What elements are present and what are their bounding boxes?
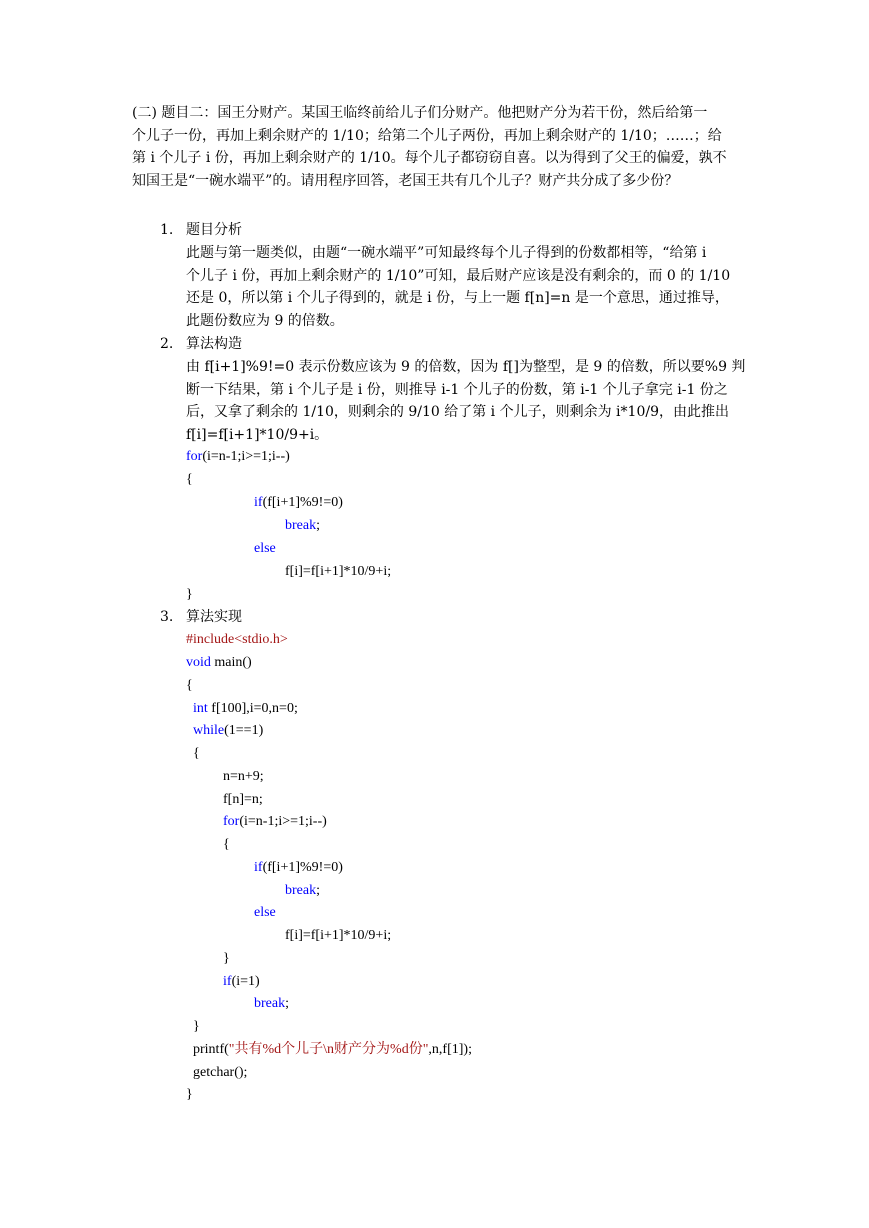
code-keyword: void	[186, 655, 211, 670]
code-text: ,n,f[1]);	[428, 1042, 472, 1057]
section-number: 3.	[160, 609, 174, 625]
code-text: ;	[316, 518, 320, 533]
section-heading-analysis	[160, 219, 242, 242]
code-string: "共有%d个儿子\n财产分为%d份"	[228, 1042, 429, 1057]
code-line-assign: f[i]=f[i+1]*10/9+i;	[285, 928, 392, 943]
code-line-break	[254, 993, 289, 1016]
code-line-else	[254, 902, 276, 925]
code-line-brace: {	[186, 678, 193, 693]
problem-statement	[132, 102, 738, 192]
section-heading-implementation	[160, 606, 242, 629]
code-header: <stdio.h>	[234, 632, 288, 647]
section-number: 1.	[160, 222, 174, 238]
algorithm-text	[186, 356, 746, 446]
analysis-text	[186, 242, 738, 332]
section-title: 算法构造	[186, 336, 242, 352]
code-line-break	[285, 515, 320, 538]
code-line-if	[254, 492, 343, 515]
algorithm-line: 断一下结果，第 i 个儿子是 i 份，则推导 i-1 个儿子的份数，第 i-1 个儿子拿完 i-1 份之	[186, 381, 728, 398]
code-line-if-check	[223, 971, 260, 994]
code-keyword: break	[285, 518, 317, 533]
analysis-line: 此题份数应为 9 的倍数。	[186, 312, 344, 329]
code-line-brace: }	[186, 587, 193, 602]
analysis-line: 还是 0，所以第 i 个儿子得到的，就是 i 份，与上一题 f[n]=n 是一个意思，通过推导，	[186, 290, 729, 307]
code-text: ;	[316, 883, 320, 898]
analysis-line: 此题与第一题类似，由题“一碗水端平”可知最终每个儿子得到的份数都相等，“给第 i	[186, 245, 707, 261]
code-text: (f[i+1]%9!=0)	[262, 860, 343, 875]
code-keyword: break	[285, 883, 317, 898]
code-text: (f[i+1]%9!=0)	[262, 495, 343, 510]
problem-line: 知国王是“一碗水端平”的。请用程序回答，老国王共有几个儿子？财产共分成了多少份？	[132, 172, 679, 189]
problem-line: (二) 题目二：国王分财产。某国王临终前给儿子们分财产。他把财产分为若干份，然后给第一	[132, 105, 708, 121]
code-text: ;	[285, 996, 289, 1011]
code-keyword: break	[254, 996, 286, 1011]
code-keyword: for	[223, 814, 240, 829]
code-line-brace: {	[193, 746, 200, 761]
code-text: main()	[210, 655, 252, 670]
code-keyword: else	[254, 905, 276, 920]
code-line-increment: n=n+9;	[223, 769, 264, 784]
code-line-getchar: getchar();	[193, 1065, 248, 1080]
code-line-break	[285, 880, 320, 903]
code-keyword: if	[254, 495, 263, 510]
problem-line: 个儿子一份，再加上剩余财产的 1/10；给第二个儿子两份，再加上剩余财产的 1/10；……；给	[132, 127, 722, 144]
algorithm-line: f[i]=f[i+1]*10/9+i。	[186, 426, 329, 443]
algorithm-line: 由 f[i+1]%9!=0 表示份数应该为 9 的倍数，因为 f[]为整型，是 9 的倍数，所以要%9 判	[186, 359, 746, 375]
code-line-main	[186, 652, 252, 675]
analysis-line: 个儿子 i 份，再加上剩余财产的 1/10”可知，最后财产应该是没有剩余的，而 0 的 1/10	[186, 267, 731, 284]
code-line-brace: }	[223, 951, 230, 966]
code-keyword: if	[254, 860, 263, 875]
code-text: (i=n-1;i>=1;i--)	[202, 449, 290, 464]
code-line-while	[193, 720, 263, 743]
code-line-assign: f[i]=f[i+1]*10/9+i;	[285, 564, 392, 579]
problem-line: 第 i 个儿子 i 份，再加上剩余财产的 1/10。每个儿子都窃窃自喜。以为得到了父王的偏爱，孰不	[132, 150, 727, 167]
code-keyword: else	[254, 541, 276, 556]
code-keyword: #include	[186, 632, 235, 647]
code-text: printf(	[193, 1042, 229, 1057]
code-keyword: for	[186, 449, 203, 464]
code-text: (1==1)	[224, 723, 264, 738]
code-line-include	[186, 629, 288, 652]
section-number: 2.	[160, 336, 174, 352]
code-keyword: while	[193, 723, 225, 738]
algorithm-line: 后，又拿了剩余的 1/10，则剩余的 9/10 给了第 i 个儿子，则剩余为 i*10/9，由此推出	[186, 404, 729, 421]
code-line-else	[254, 538, 276, 561]
code-keyword: int	[193, 701, 208, 716]
code-line-for	[186, 446, 290, 469]
section-title: 题目分析	[186, 222, 242, 238]
code-text: (i=n-1;i>=1;i--)	[239, 814, 327, 829]
section-heading-algorithm	[160, 333, 242, 356]
code-line-brace: }	[186, 1087, 193, 1102]
code-line-fn-assign: f[n]=n;	[223, 792, 263, 807]
code-line-decl	[193, 698, 298, 721]
code-line-for	[223, 811, 327, 834]
code-line-brace: }	[193, 1019, 200, 1034]
code-keyword: if	[223, 974, 232, 989]
code-line-brace: {	[223, 837, 230, 852]
code-line-printf	[193, 1039, 472, 1062]
code-line-brace: {	[186, 472, 193, 487]
code-text: f[100],i=0,n=0;	[207, 701, 298, 716]
code-text: (i=1)	[231, 974, 260, 989]
code-line-if	[254, 857, 343, 880]
section-title: 算法实现	[186, 609, 242, 625]
